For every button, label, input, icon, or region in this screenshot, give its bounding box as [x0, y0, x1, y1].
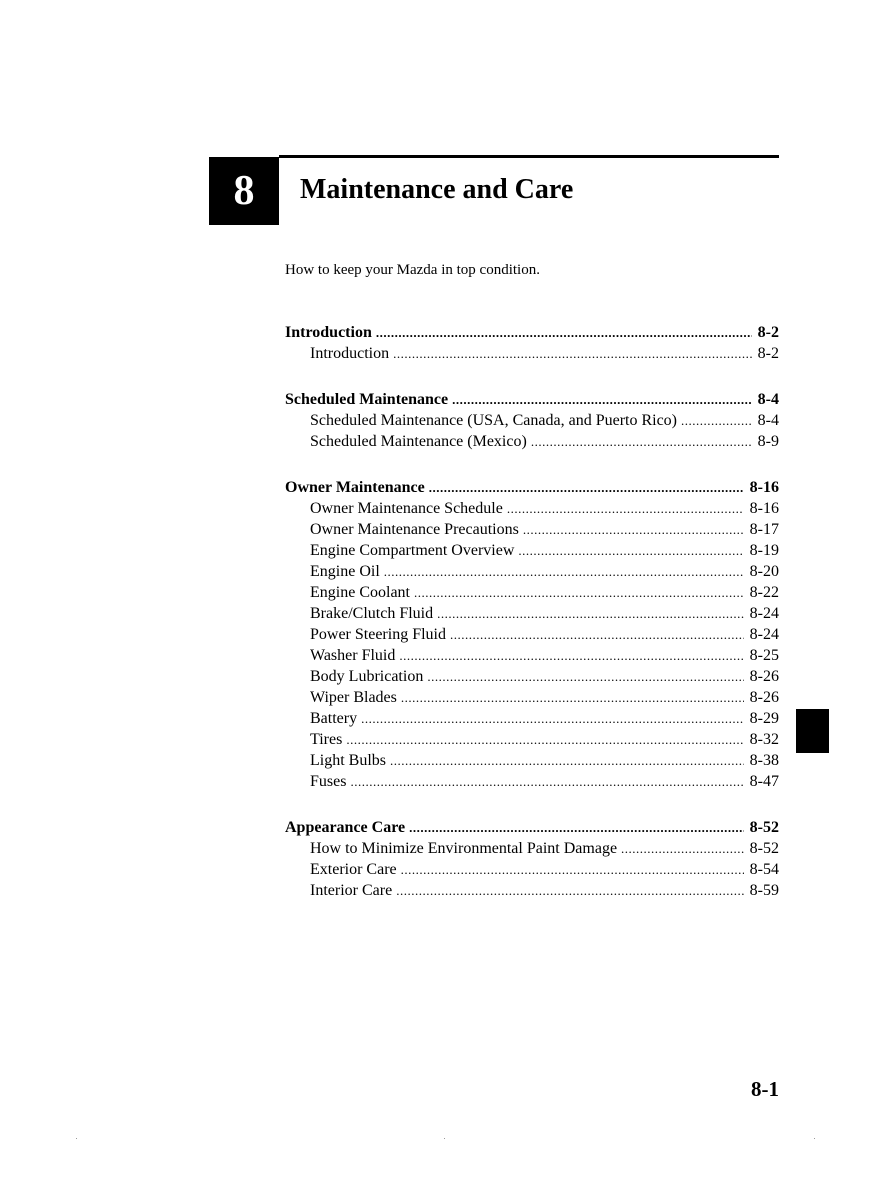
toc-entry-page: 8-22 — [749, 584, 779, 601]
dot-leader — [401, 859, 744, 880]
toc-entry-page: 8-9 — [757, 433, 779, 450]
toc-entry-row[interactable] — [285, 838, 779, 859]
toc-entry-page: 8-2 — [757, 324, 779, 341]
toc-entry-row[interactable] — [285, 666, 779, 687]
toc-entry-label: Brake/Clutch Fluid — [310, 605, 434, 622]
toc-entry-row[interactable] — [285, 729, 779, 750]
toc-entry-page: 8-25 — [749, 647, 779, 664]
toc-section — [285, 477, 779, 792]
toc-entry-label: Body Lubrication — [310, 668, 424, 685]
chapter-subtitle: How to keep your Mazda in top condition. — [285, 262, 540, 278]
dot-leader — [681, 410, 752, 431]
toc-heading-row[interactable] — [285, 817, 779, 838]
chapter-number: 8 — [233, 168, 255, 214]
toc-entry-page: 8-24 — [749, 605, 779, 622]
toc-entry-row[interactable] — [285, 645, 779, 666]
toc-entry-row[interactable] — [285, 624, 779, 645]
dot-leader — [361, 708, 744, 729]
toc-entry-page: 8-54 — [749, 861, 779, 878]
toc-entry-page: 8-4 — [757, 391, 779, 408]
toc-entry-page: 8-59 — [749, 882, 779, 899]
dot-leader — [350, 771, 743, 792]
toc-entry-page: 8-2 — [757, 345, 779, 362]
dot-leader — [346, 729, 743, 750]
dot-leader — [396, 880, 743, 901]
toc-entry-page: 8-47 — [749, 773, 779, 790]
toc-entry-page: 8-26 — [749, 668, 779, 685]
dot-leader — [531, 431, 752, 452]
toc-entry-page: 8-32 — [749, 731, 779, 748]
dot-leader — [437, 603, 744, 624]
toc-section — [285, 817, 779, 901]
dot-leader — [507, 498, 744, 519]
toc-section — [285, 322, 779, 364]
toc-entry-label: Engine Compartment Overview — [310, 542, 515, 559]
toc-entry-row[interactable] — [285, 540, 779, 561]
toc-entry-label: Introduction — [285, 324, 372, 341]
dot-leader — [401, 687, 744, 708]
toc-entry-label: Scheduled Maintenance — [285, 391, 449, 408]
dot-leader — [429, 477, 744, 498]
toc-entry-page: 8-16 — [749, 500, 779, 517]
toc-entry-row[interactable] — [285, 498, 779, 519]
toc-entry-label: Power Steering Fluid — [310, 626, 446, 643]
chapter-number-block — [209, 157, 279, 225]
toc-entry-label: Washer Fluid — [310, 647, 396, 664]
toc-entry-label: Appearance Care — [285, 819, 406, 836]
toc-entry-row[interactable] — [285, 343, 779, 364]
toc-entry-label: Tires — [310, 731, 343, 748]
dot-leader — [414, 582, 744, 603]
toc-entry-label: Scheduled Maintenance (Mexico) — [310, 433, 527, 450]
dot-leader — [518, 540, 743, 561]
toc-entry-label: Battery — [310, 710, 358, 727]
toc-entry-label: Exterior Care — [310, 861, 397, 878]
table-of-contents — [285, 322, 779, 926]
dot-leader — [523, 519, 744, 540]
toc-section — [285, 389, 779, 452]
toc-entry-page: 8-29 — [749, 710, 779, 727]
toc-entry-page: 8-52 — [749, 840, 779, 857]
dot-leader — [452, 389, 752, 410]
toc-entry-page: 8-20 — [749, 563, 779, 580]
toc-entry-page: 8-4 — [757, 412, 779, 429]
toc-entry-label: Scheduled Maintenance (USA, Canada, and Puerto Rico) — [310, 412, 678, 429]
dot-leader — [384, 561, 744, 582]
toc-entry-label: Wiper Blades — [310, 689, 397, 706]
toc-entry-label: Light Bulbs — [310, 752, 387, 769]
scan-mark — [814, 1138, 815, 1139]
toc-entry-label: Owner Maintenance — [285, 479, 425, 496]
toc-heading-row[interactable] — [285, 477, 779, 498]
toc-entry-label: Interior Care — [310, 882, 393, 899]
toc-entry-page: 8-16 — [749, 479, 779, 496]
dot-leader — [399, 645, 743, 666]
toc-entry-row[interactable] — [285, 880, 779, 901]
chapter-title: Maintenance and Care — [300, 174, 574, 205]
toc-entry-page: 8-26 — [749, 689, 779, 706]
toc-entry-row[interactable] — [285, 708, 779, 729]
chapter-thumb-tab — [796, 709, 829, 753]
dot-leader — [621, 838, 744, 859]
header-rule — [279, 155, 779, 158]
toc-entry-label: Engine Coolant — [310, 584, 410, 601]
toc-entry-row[interactable] — [285, 859, 779, 880]
toc-entry-label: Fuses — [310, 773, 347, 790]
toc-entry-page: 8-19 — [749, 542, 779, 559]
toc-entry-row[interactable] — [285, 561, 779, 582]
scan-mark — [444, 1138, 445, 1139]
dot-leader — [390, 750, 744, 771]
toc-entry-row[interactable] — [285, 410, 779, 431]
toc-entry-label: Introduction — [310, 345, 390, 362]
dot-leader — [376, 322, 752, 343]
toc-heading-row[interactable] — [285, 389, 779, 410]
toc-entry-row[interactable] — [285, 750, 779, 771]
toc-entry-label: How to Minimize Environmental Paint Damage — [310, 840, 618, 857]
toc-entry-page: 8-17 — [749, 521, 779, 538]
toc-heading-row[interactable] — [285, 322, 779, 343]
dot-leader — [427, 666, 743, 687]
toc-entry-label: Owner Maintenance Precautions — [310, 521, 519, 538]
toc-entry-label: Owner Maintenance Schedule — [310, 500, 503, 517]
toc-entry-row[interactable] — [285, 582, 779, 603]
toc-entry-page: 8-38 — [749, 752, 779, 769]
dot-leader — [393, 343, 752, 364]
toc-entry-page: 8-24 — [749, 626, 779, 643]
toc-entry-row[interactable] — [285, 431, 779, 452]
toc-entry-page: 8-52 — [749, 819, 779, 836]
toc-entry-label: Engine Oil — [310, 563, 380, 580]
scan-mark — [76, 1138, 77, 1139]
toc-entry-row[interactable] — [285, 603, 779, 624]
dot-leader — [409, 817, 744, 838]
page-number: 8-1 — [751, 1077, 779, 1101]
toc-entry-row[interactable] — [285, 771, 779, 792]
toc-entry-row[interactable] — [285, 687, 779, 708]
toc-entry-row[interactable] — [285, 519, 779, 540]
dot-leader — [450, 624, 744, 645]
